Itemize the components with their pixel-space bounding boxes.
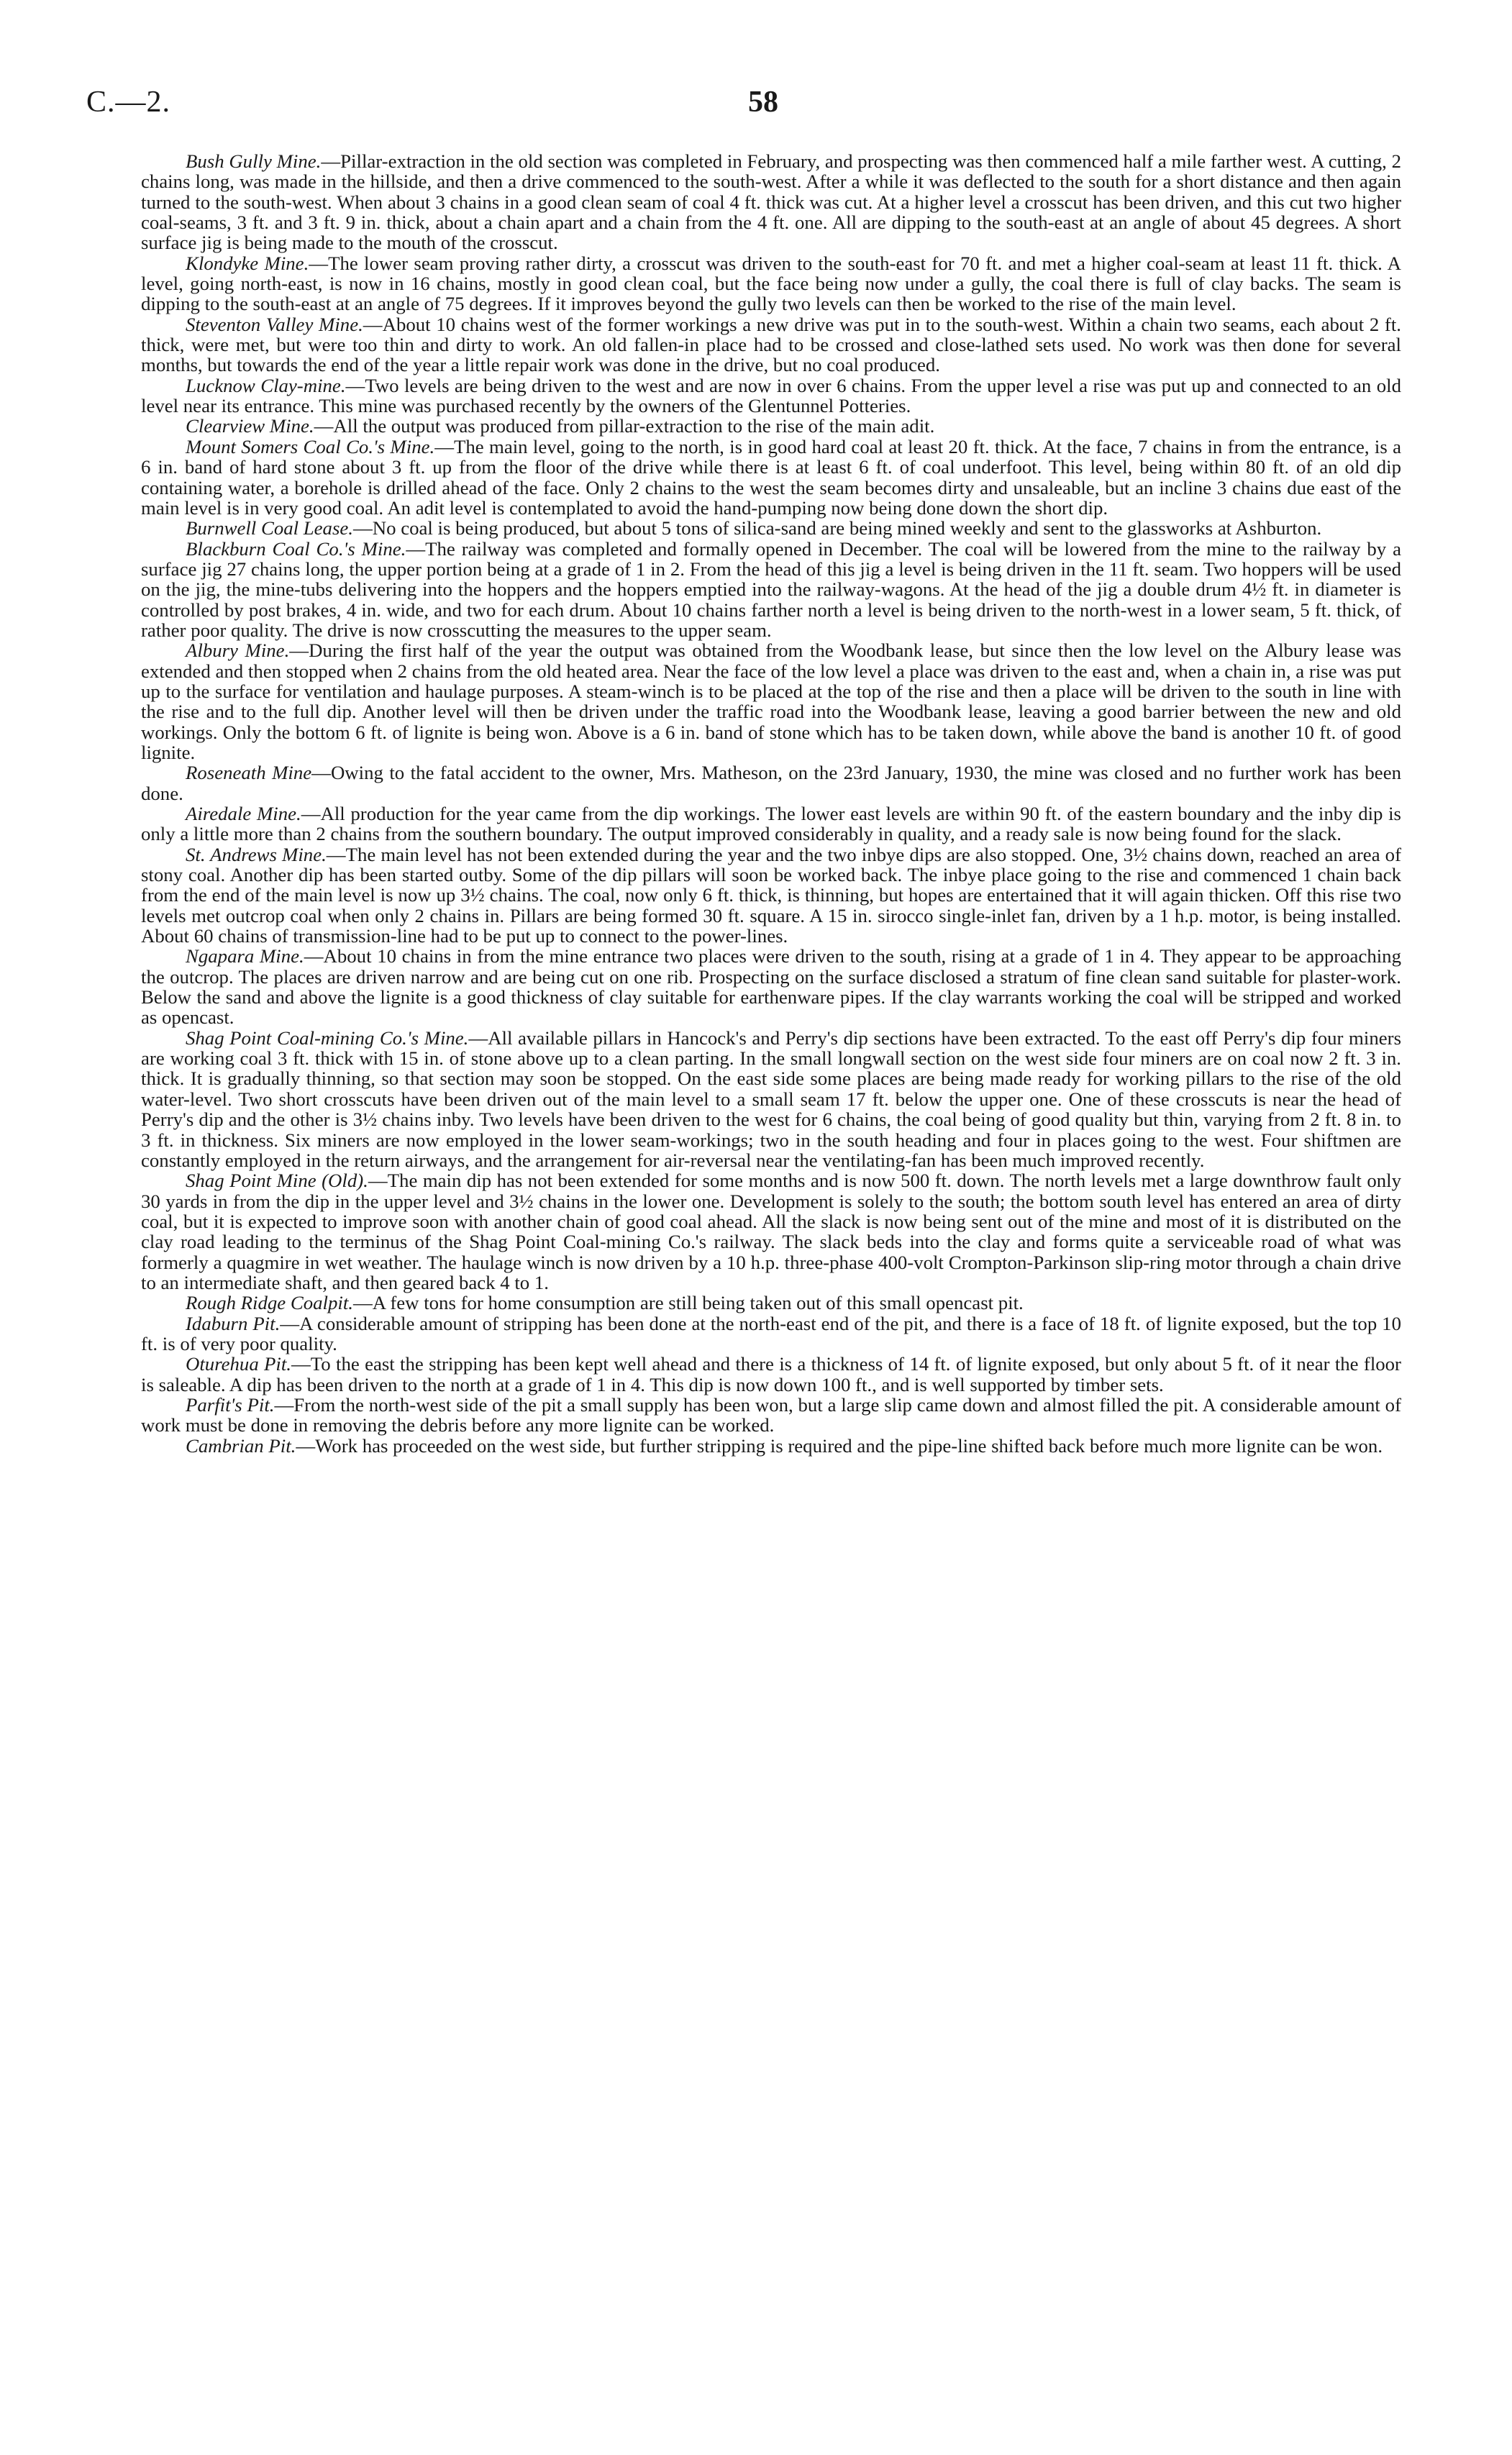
paragraph-shag-point-old — [141, 1170, 1401, 1293]
paragraph-oturehua — [141, 1354, 1401, 1395]
mine-name: Shag Point Mine (Old). — [186, 1170, 368, 1192]
paragraph-shag-point-co — [141, 1028, 1401, 1170]
paragraph-text: —Two levels are being driven to the west and are now in over 6 chains. From the upper level a rise was put up and connected to an old level near its entrance. This mine was purchased recently by the owners of the Glentunnel Potteries. — [141, 374, 1401, 417]
paragraph-text: —A considerable amount of stripping has been done at the north-east end of the pit, and there is a face of 18 ft. of lignite exposed, but the top 10 ft. is of very poor quality. — [141, 1312, 1401, 1354]
paragraph-ngapara — [141, 946, 1401, 1027]
paragraph-clearview — [141, 416, 1401, 436]
mine-name: St. Andrews Mine. — [186, 843, 327, 865]
mine-name: Roseneath Mine — [186, 762, 312, 784]
paragraph-text: —Owing to the fatal accident to the owner, Mrs. Matheson, on the 23rd January, 1930, the mine was closed and no further work has been done. — [141, 762, 1401, 804]
paragraph-text: —No coal is being produced, but about 5 tons of silica-sand are being mined weekly and sent to the glassworks at Ashburton. — [352, 517, 1322, 539]
paragraph-bush-gully — [141, 151, 1401, 253]
mine-name: Idaburn Pit. — [186, 1312, 281, 1334]
page-number: 58 — [748, 86, 778, 119]
paragraph-text: —A few tons for home consumption are still being taken out of this small opencast pit. — [352, 1292, 1024, 1314]
report-body — [141, 151, 1401, 1456]
mine-name: Clearview Mine. — [186, 415, 314, 437]
paragraph-cambrian — [141, 1436, 1401, 1456]
mine-name: Cambrian Pit. — [186, 1434, 296, 1457]
paragraph-text: —About 10 chains west of the former workings a new drive was put in to the south-west. Within a chain two seams, each about 2 ft. thick, were met, but were too thin and dirty to work. An old fallen-in place had to be crossed and close-lathed sets used. No work was then done for several months, but towards the end of the year a little repair work was done in the drive, but no coal produced. — [141, 313, 1402, 376]
paragraph-text: —The main level, going to the north, is in good hard coal at least 20 ft. thick. At the face, 7 chains in from the entrance, is a 6 in. band of hard stone about 3 ft. up from the floor of the drive while there is at least 6 ft. of coal underfoot. This level, being within 80 ft. of an old dip containing water, a borehole is drilled ahead of the face. Only 2 chains to the west the seam becomes dirty and unsaleable, but an incline 3 chains due east of the main level is in very good coal. An adit level is contemplated to avoid the hand-pumping now being done down the short dip. — [141, 435, 1401, 519]
mine-name: Shag Point Coal-mining Co.'s Mine. — [186, 1026, 469, 1049]
page-header — [86, 85, 1194, 128]
paragraph-albury — [141, 640, 1401, 762]
paragraph-airedale — [141, 803, 1401, 844]
paragraph-text: —Work has proceeded on the west side, but further stripping is required and the pipe-line shifted back before much more lignite can be won. — [296, 1434, 1383, 1457]
mine-name: Klondyke Mine. — [186, 252, 309, 274]
paragraph-text: —All production for the year came from the dip workings. The lower east levels are within 90 ft. of the eastern boundary and the inby dip is only a little more than 2 chains from the southern boundary. The output improved considerably in quality, and a ready sale is now being found for the slack. — [141, 803, 1401, 845]
paragraph-text: —The railway was completed and formally opened in December. The coal will be lowered from the mine to the railway by a surface jig 27 chains long, the upper portion being at a grade of 1 in 2. From the head of this jig a level is being driven in the 11 ft. seam. Two hoppers will be used on the jig, the mine-tubs delivering into the hoppers and the hoppers emptied into the railway-wagons. At the head of the jig a double drum 4½ ft. in diameter is controlled by post brakes, 4 in. wide, and two for each drum. About 10 chains farther north a level is being driven to the north-west in a lower seam, 5 ft. thick, of rather poor quality. The drive is now crosscutting the measures to the upper seam. — [141, 537, 1401, 641]
paragraph-klondyke — [141, 253, 1401, 314]
paragraph-roseneath — [141, 762, 1401, 803]
paragraph-text: —The main dip has not been extended for some months and is now 500 ft. down. The north levels met a large downthrow fault only 30 yards in from the dip in the upper level and 3½ chains in the lower one. Development is solely to the south; the bottom south level has entered an area of dirty coal, but it is expected to improve soon with another chain of good coal ahead. All the slack is now being sent out of the mine and most of it is distributed on the clay road leading to the terminus of the Shag Point Coal-mining Co.'s railway. The slack beds into the clay and forms quite a serviceable road of what was formerly a quagmire in wet weather. The haulage winch is now driven by a 10 h.p. three-phase 400-volt Crompton-Parkinson slip-ring motor through a chain drive to an intermediate shaft, and then geared back 4 to 1. — [141, 1170, 1401, 1293]
paragraph-lucknow — [141, 375, 1401, 416]
paragraph-text: —The main level has not been extended during the year and the two inbye dips are also stopped. One, 3½ chains down, reached an area of stony coal. Another dip has been started outby. Some of the dip pillars will soon be worked back. The inbye place going to the rise and commenced 1 chain back from the end of the main level is now up 3½ chains. The coal, now only 6 ft. thick, is thinning, but hopes are entertained that it will again thicken. Off this rise two levels met outcrop coal when only 2 chains in. Pillars are being formed 30 ft. square. A 15 in. sirocco single-inlet fan, driven by a 1 h.p. motor, is being installed. About 60 chains of transmission-line had to be put up to connect to the power-lines. — [141, 843, 1401, 947]
paragraph-idaburn — [141, 1313, 1401, 1354]
paragraph-text: —Pillar-extraction in the old section was completed in February, and prospecting was then commenced half a mile farther west. A cutting, 2 chains long, was made in the hillside, and then a drive commenced to the south-west. After a while it was deflected to the south for a short distance and then again turned to the south-west. When about 3 chains in a good clean seam of coal 4 ft. thick was cut. At a higher level a crosscut has been driven, and this cut two higher coal-seams, 3 ft. and 3 ft. 9 in. thick, about a chain apart and a chain from the 4 ft. one. All are dipping to the south-east at an angle of about 45 degrees. A short surface jig is being made to the mouth of the crosscut. — [141, 150, 1401, 254]
document-code: C.—2. — [86, 86, 171, 119]
paragraph-text: —To the east the stripping has been kept well ahead and there is a thickness of 14 ft. of lignite exposed, but only about 5 ft. of it near the floor is saleable. A dip has been driven to the north at a grade of 1 in 4. This dip is now down 100 ft., and is well supported by timber sets. — [141, 1353, 1401, 1395]
paragraph-text: —All the output was produced from pillar-extraction to the rise of the main adit. — [314, 415, 935, 437]
mine-name: Blackburn Coal Co.'s Mine. — [186, 537, 406, 560]
mine-name: Lucknow Clay-mine. — [186, 374, 346, 396]
mine-name: Albury Mine. — [186, 639, 290, 662]
mine-name: Mount Somers Coal Co.'s Mine. — [186, 435, 435, 457]
paragraph-steventon-valley — [141, 314, 1401, 375]
paragraph-blackburn — [141, 539, 1401, 641]
paragraph-text: —From the north-west side of the pit a small supply has been won, but a large slip came down and almost filled the pit. A considerable amount of work must be done in removing the debris before any more lignite can be worked. — [141, 1393, 1401, 1436]
paragraph-text: —All available pillars in Hancock's and Perry's dip sections have been extracted. To the east off Perry's dip four miners are working coal 3 ft. thick with 15 in. of stone above up to a clean parting. In the small longwall section on the west side four miners are on coal now 2 ft. 3 in. thick. It is gradually thinning, so that section may soon be stopped. On the east side some places are being made ready for working pillars to the rise of the old water-level. Two short crosscuts have been driven out of the main level to a small seam 17 ft. below the upper one. One of these crosscuts is near the head of Perry's dip and the other is 3½ chains inby. Two levels have been driven to the west for 6 chains, the coal being of good quality but thin, varying from 2 ft. 8 in. to 3 ft. in thickness. Six miners are now employed in the lower seam-workings; two in the south heading and four in places going to the west. Four shiftmen are constantly employed in the return airways, and the arrangement for air-reversal near the ventilating-fan has been much improved recently. — [141, 1026, 1401, 1171]
mine-name: Steventon Valley Mine. — [186, 313, 363, 335]
mine-name: Oturehua Pit. — [186, 1353, 291, 1375]
mine-name: Airedale Mine. — [186, 803, 301, 824]
paragraph-text: —The lower seam proving rather dirty, a crosscut was driven to the south-east for 70 ft. and met a higher coal-seam at least 11 ft. thick. A level, going north-east, is now in 16 chains, mostly in good clean coal, but the face being now under a gully, the coal there is full of clay backs. The seam is dipping to the south-east at an angle of 75 degrees. If it improves beyond the gully two levels can then be worked to the rise of the main level. — [141, 252, 1401, 315]
paragraph-burnwell — [141, 518, 1401, 538]
mine-name: Ngapara Mine. — [186, 945, 304, 967]
mine-name: Bush Gully Mine. — [186, 150, 322, 172]
paragraph-text: —During the first half of the year the output was obtained from the Woodbank lease, but since then the low level on the Albury lease was extended and then stopped when 2 chains from the old heated area. Near the face of the low level a place was driven to the east and, when a chain in, a rise was put up to the surface for ventilation and haulage purposes. A steam-winch is to be placed at the top of the rise and then a place will be driven to the south in line with the rise and to the full dip. Another level will then be driven under the traffic road into the Woodbank lease, leaving a good barrier between the new and old workings. Only the bottom 6 ft. of lignite is being won. Above is a 6 in. band of stone which has to be taken down, while above the band is another 10 ft. of good lignite. — [141, 639, 1402, 763]
paragraph-text: —About 10 chains in from the mine entrance two places were driven to the south, rising at a grade of 1 in 4. They appear to be approaching the outcrop. The places are driven narrow and are being cut on one rib. Prospecting on the surface disclosed a stratum of fine clean sand suitable for plaster-work. Below the sand and above the lignite is a good thickness of clay suitable for earthenware pipes. If the clay warrants working the coal will be stripped and worked as opencast. — [141, 945, 1401, 1029]
paragraph-rough-ridge — [141, 1293, 1401, 1313]
mine-name: Rough Ridge Coalpit. — [186, 1292, 353, 1314]
mine-name: Parfit's Pit. — [186, 1393, 275, 1416]
mine-name: Burnwell Coal Lease. — [186, 517, 353, 539]
paragraph-st-andrews — [141, 844, 1401, 947]
paragraph-mount-somers — [141, 437, 1401, 518]
paragraph-parfits — [141, 1395, 1401, 1436]
